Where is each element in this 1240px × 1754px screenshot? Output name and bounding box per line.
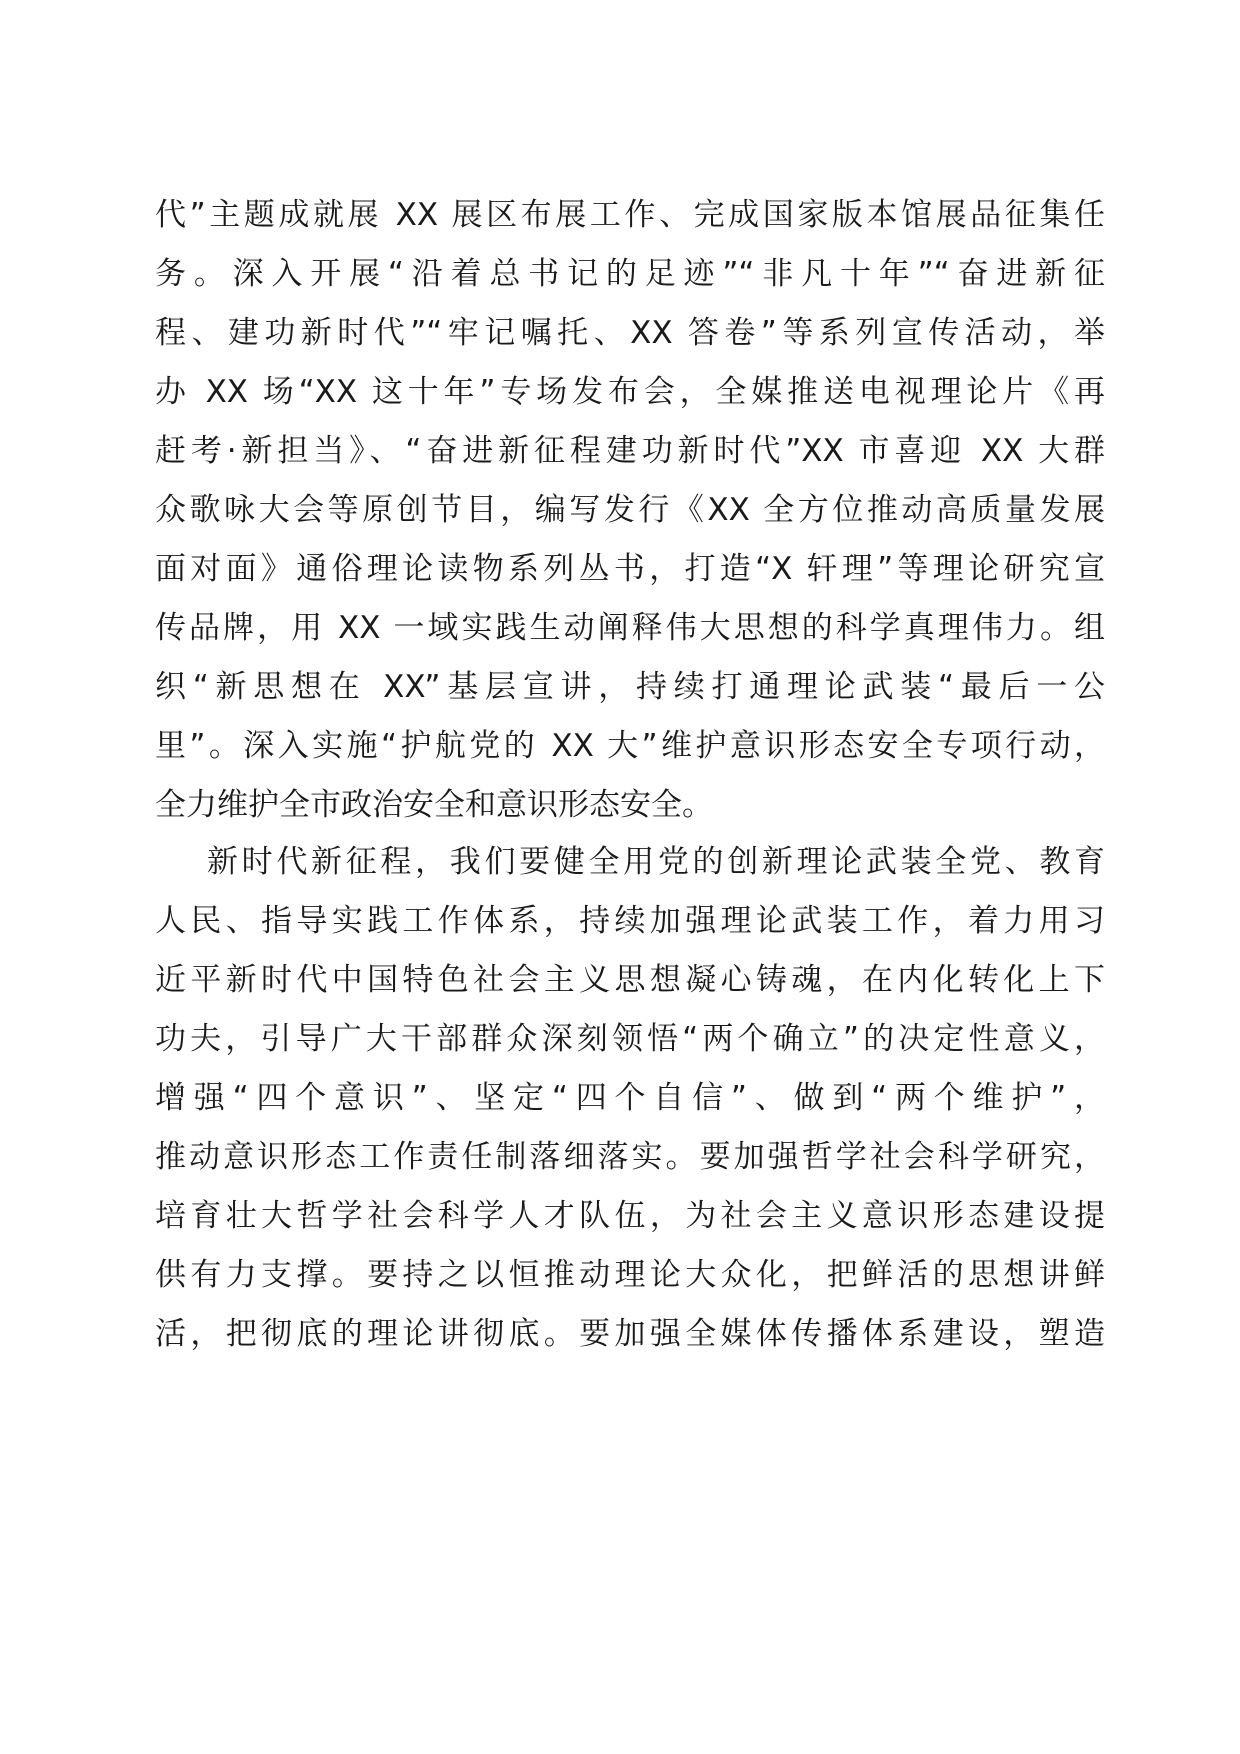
text-line: 程、建功新时代”“牢记嘱托、XX 答卷”等系列宣传活动，举 (155, 315, 1105, 351)
text-line: 众歌咏大会等原创节目，编写发行《XX 全方位推动高质量发展 (155, 492, 1105, 528)
text-line: 新时代新征程，我们要健全用党的创新理论武装全党、教育 (207, 844, 1105, 880)
paragraph-1 (155, 186, 1105, 835)
text-line: 全力维护全市政治安全和意识形态安全。 (155, 787, 713, 823)
text-line: 人民、指导实践工作体系，持续加强理论武装工作，着力用习 (155, 903, 1105, 939)
text-line: 近平新时代中国特色社会主义思想凝心铸魂，在内化转化上下 (155, 962, 1105, 998)
text-line: 代”主题成就展 XX 展区布展工作、完成国家版本馆展品征集任 (155, 197, 1105, 233)
text-line: 功夫，引导广大干部群众深刻领悟“两个确立”的决定性意义， (155, 1021, 1105, 1057)
text-line: 供有力支撑。要持之以恒推动理论大众化，把鲜活的思想讲鲜 (155, 1257, 1105, 1293)
text-line: 里”。深入实施“护航党的 XX 大”维护意识形态安全专项行动， (155, 728, 1105, 764)
text-line: 务。深入开展“沿着总书记的足迹”“非凡十年”“奋进新征 (155, 256, 1105, 292)
text-line: 增强“四个意识”、坚定“四个自信”、做到“两个维护”， (155, 1080, 1105, 1116)
text-line: 办 XX 场“XX 这十年”专场发布会，全媒推送电视理论片《再 (155, 374, 1105, 410)
paragraph-2 (155, 833, 1105, 1364)
text-line: 培育壮大哲学社会科学人才队伍，为社会主义意识形态建设提 (155, 1198, 1105, 1234)
text-line: 织“新思想在 XX”基层宣讲，持续打通理论武装“最后一公 (155, 669, 1105, 705)
text-line: 活，把彻底的理论讲彻底。要加强全媒体传播体系建设，塑造 (155, 1316, 1105, 1352)
text-line: 传品牌，用 XX 一域实践生动阐释伟大思想的科学真理伟力。组 (155, 610, 1105, 646)
text-line: 赶考·新担当》、“奋进新征程建功新时代”XX 市喜迎 XX 大群 (155, 433, 1105, 469)
text-line: 推动意识形态工作责任制落细落实。要加强哲学社会科学研究， (155, 1139, 1105, 1175)
text-line: 面对面》通俗理论读物系列丛书，打造“X 轩理”等理论研究宣 (155, 551, 1105, 587)
